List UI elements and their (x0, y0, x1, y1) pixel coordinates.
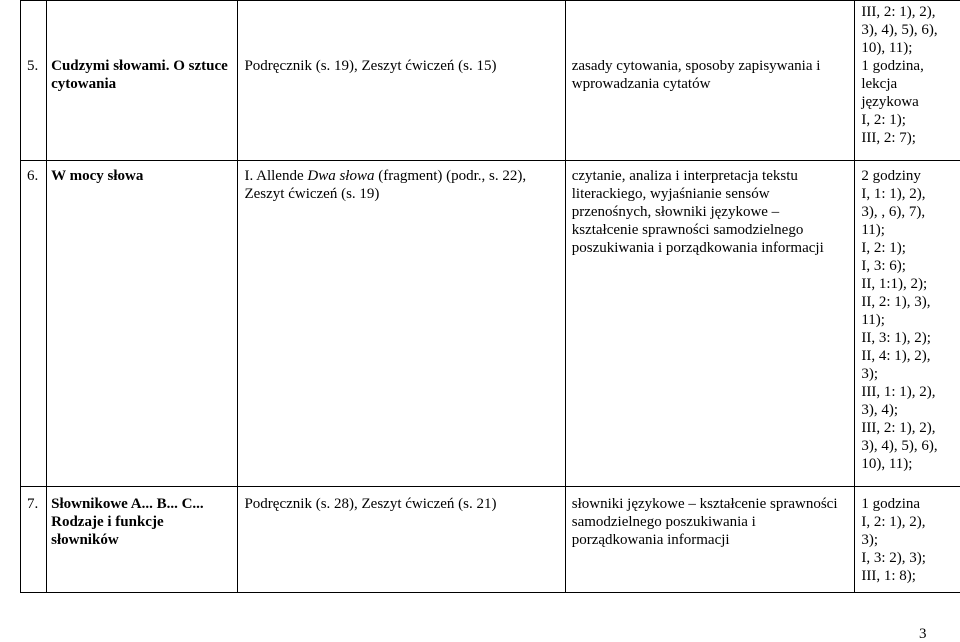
lesson-source (238, 487, 565, 593)
hours-line: 10), 11); (861, 456, 913, 472)
hours-line: 11); (861, 222, 885, 238)
source-text: Podręcznik (s. 28), Zeszyt ćwiczeń (s. 21) (244, 496, 497, 512)
lesson-source (238, 1, 565, 161)
hours-line: 2 godziny (861, 168, 921, 184)
hours-line: I, 3: 2), 3); (861, 550, 926, 566)
source-text: I. Allende (244, 168, 308, 184)
lesson-content: zasady cytowania, sposoby zapisywania i wprowadzania cytatów (565, 1, 855, 161)
lesson-title: W mocy słowa (47, 161, 238, 487)
hours-line: II, 2: 1), 3), (861, 294, 931, 310)
hours-line: 3); (861, 532, 879, 548)
hours-line: 3), 4), 5), 6), (861, 438, 938, 454)
lesson-title: Cudzymi słowami. O sztuce cytowania (47, 1, 238, 161)
hours-line: 1 godzina (861, 496, 921, 512)
lesson-hours (855, 161, 960, 487)
source-italic-title: Dwa słowa (307, 168, 375, 184)
hours-line: I, 2: 1); (861, 240, 906, 256)
hours-line: 1 godzina, (861, 58, 924, 74)
hours-line: I, 2: 1), 2), (861, 514, 926, 530)
lesson-number: 5. (21, 1, 47, 161)
lesson-hours (855, 1, 960, 161)
lesson-content: słowniki językowe – kształcenie sprawności samodzielnego poszukiwania i porządkowania informacji (565, 487, 855, 593)
source-text: Podręcznik (s. 19), Zeszyt ćwiczeń (s. 15) (244, 58, 497, 74)
hours-line: III, 1: 1), 2), (861, 384, 936, 400)
hours-line: 3); (861, 366, 879, 382)
table-row (21, 161, 960, 487)
hours-line: I, 3: 6); (861, 258, 906, 274)
hours-line: II, 1:1), 2); (861, 276, 928, 292)
lesson-title: Słownikowe A... B... C... Rodzaje i funkcje słowników (47, 487, 238, 593)
curriculum-table (20, 0, 960, 593)
hours-line: lekcja (861, 76, 898, 92)
table-row (21, 487, 960, 593)
hours-line: 11); (861, 312, 885, 328)
hours-line: I, 1: 1), 2), (861, 186, 926, 202)
hours-line: III, 1: 8); (861, 568, 916, 584)
lesson-source (238, 161, 565, 487)
hours-line: I, 2: 1); (861, 112, 906, 128)
hours-line: 3), 4); (861, 402, 899, 418)
table-row (21, 1, 960, 161)
page-number: 3 (919, 626, 927, 642)
hours-line: 10), 11); (861, 40, 913, 56)
hours-line: III, 2: 1), 2), (861, 420, 936, 436)
hours-line: III, 2: 7); (861, 130, 916, 146)
lesson-number: 7. (21, 487, 47, 593)
hours-line: II, 4: 1), 2), (861, 348, 931, 364)
source-text: (fragment) (podr., s. 22), Zeszyt ćwiczeń (s. 19) (244, 168, 527, 202)
lesson-content: czytanie, analiza i interpretacja tekstu literackiego, wyjaśnianie sensów przenośnych, słowniki językowe – kształcenie sprawności samodzielnego poszukiwania i porządkowania informacji (565, 161, 855, 487)
hours-line: językowa (861, 94, 919, 110)
hours-line: 3), , 6), 7), (861, 204, 926, 220)
hours-line: II, 3: 1), 2); (861, 330, 931, 346)
hours-line: III, 2: 1), 2), (861, 4, 936, 20)
lesson-number: 6. (21, 161, 47, 487)
lesson-hours (855, 487, 960, 593)
hours-line: 3), 4), 5), 6), (861, 22, 938, 38)
